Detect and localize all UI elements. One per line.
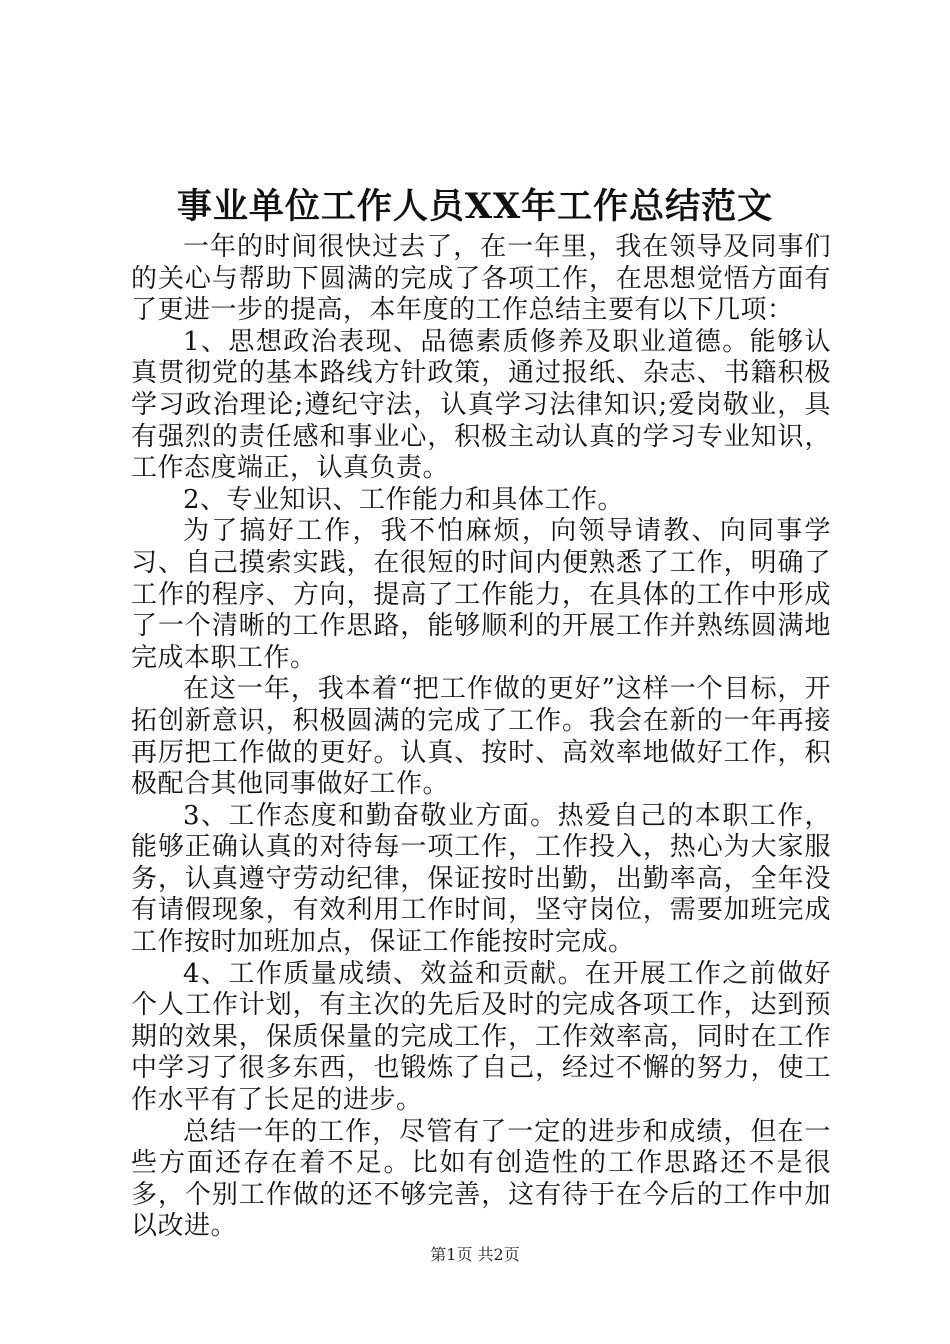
- document-title: 事业单位工作人员XX年工作总结范文: [176, 186, 774, 227]
- paragraph-intro: 一年的时间很快过去了，在一年里，我在领导及同事们的关心与帮助下圆满的完成了各项工作，在思想觉悟方面有了更进一步的提高，本年度的工作总结主要有以下几项：: [131, 232, 831, 326]
- paragraph-section-3: 3、工作态度和勤奋敬业方面。热爱自己的本职工作，能够正确认真的对待每一项工作，工作投入，热心为大家服务，认真遵守劳动纪律，保证按时出勤，出勤率高，全年没有请假现象，有效利用工作时间，坚守岗位，需要加班完成工作按时加班加点，保证工作能按时完成。: [131, 800, 831, 958]
- paragraph-section-2-heading: 2、专业知识、工作能力和具体工作。: [183, 484, 625, 515]
- paragraph-section-2-body: 为了搞好工作，我不怕麻烦，向领导请教、向同事学习、自己摸索实践，在很短的时间内便熟悉了工作，明确了工作的程序、方向，提高了工作能力，在具体的工作中形成了一个清晰的工作思路，能够顺利的开展工作并熟练圆满地完成本职工作。: [131, 516, 831, 673]
- page-number-footer: 第1页 共2页: [430, 1245, 520, 1264]
- document-body: [131, 232, 831, 1243]
- paragraph-section-2-goal: 在这一年，我本着“把工作做的更好”这样一个目标，开拓创新意识，积极圆满的完成了工作。我会在新的一年再接再厉把工作做的更好。认真、按时、高效率地做好工作，积极配合其他同事做好工作。: [131, 674, 831, 800]
- paragraph-section-4: 4、工作质量成绩、效益和贡献。在开展工作之前做好个人工作计划，有主次的先后及时的完成各项工作，达到预期的效果，保质保量的完成工作，工作效率高，同时在工作中学习了很多东西，也锻炼了自己，经过不懈的努力，使工作水平有了长足的进步。: [131, 958, 831, 1116]
- paragraph-section-1: 1、思想政治表现、品德素质修养及职业道德。能够认真贯彻党的基本路线方针政策，通过报纸、杂志、书籍积极学习政治理论;遵纪守法，认真学习法律知识;爱岗敬业，具有强烈的责任感和事业心，积极主动认真的学习专业知识，工作态度端正，认真负责。: [131, 326, 831, 484]
- paragraph-conclusion: 总结一年的工作，尽管有了一定的进步和成绩，但在一些方面还存在着不足。比如有创造性的工作思路还不是很多，个别工作做的还不够完善，这有待于在今后的工作中加以改进。: [131, 1116, 831, 1242]
